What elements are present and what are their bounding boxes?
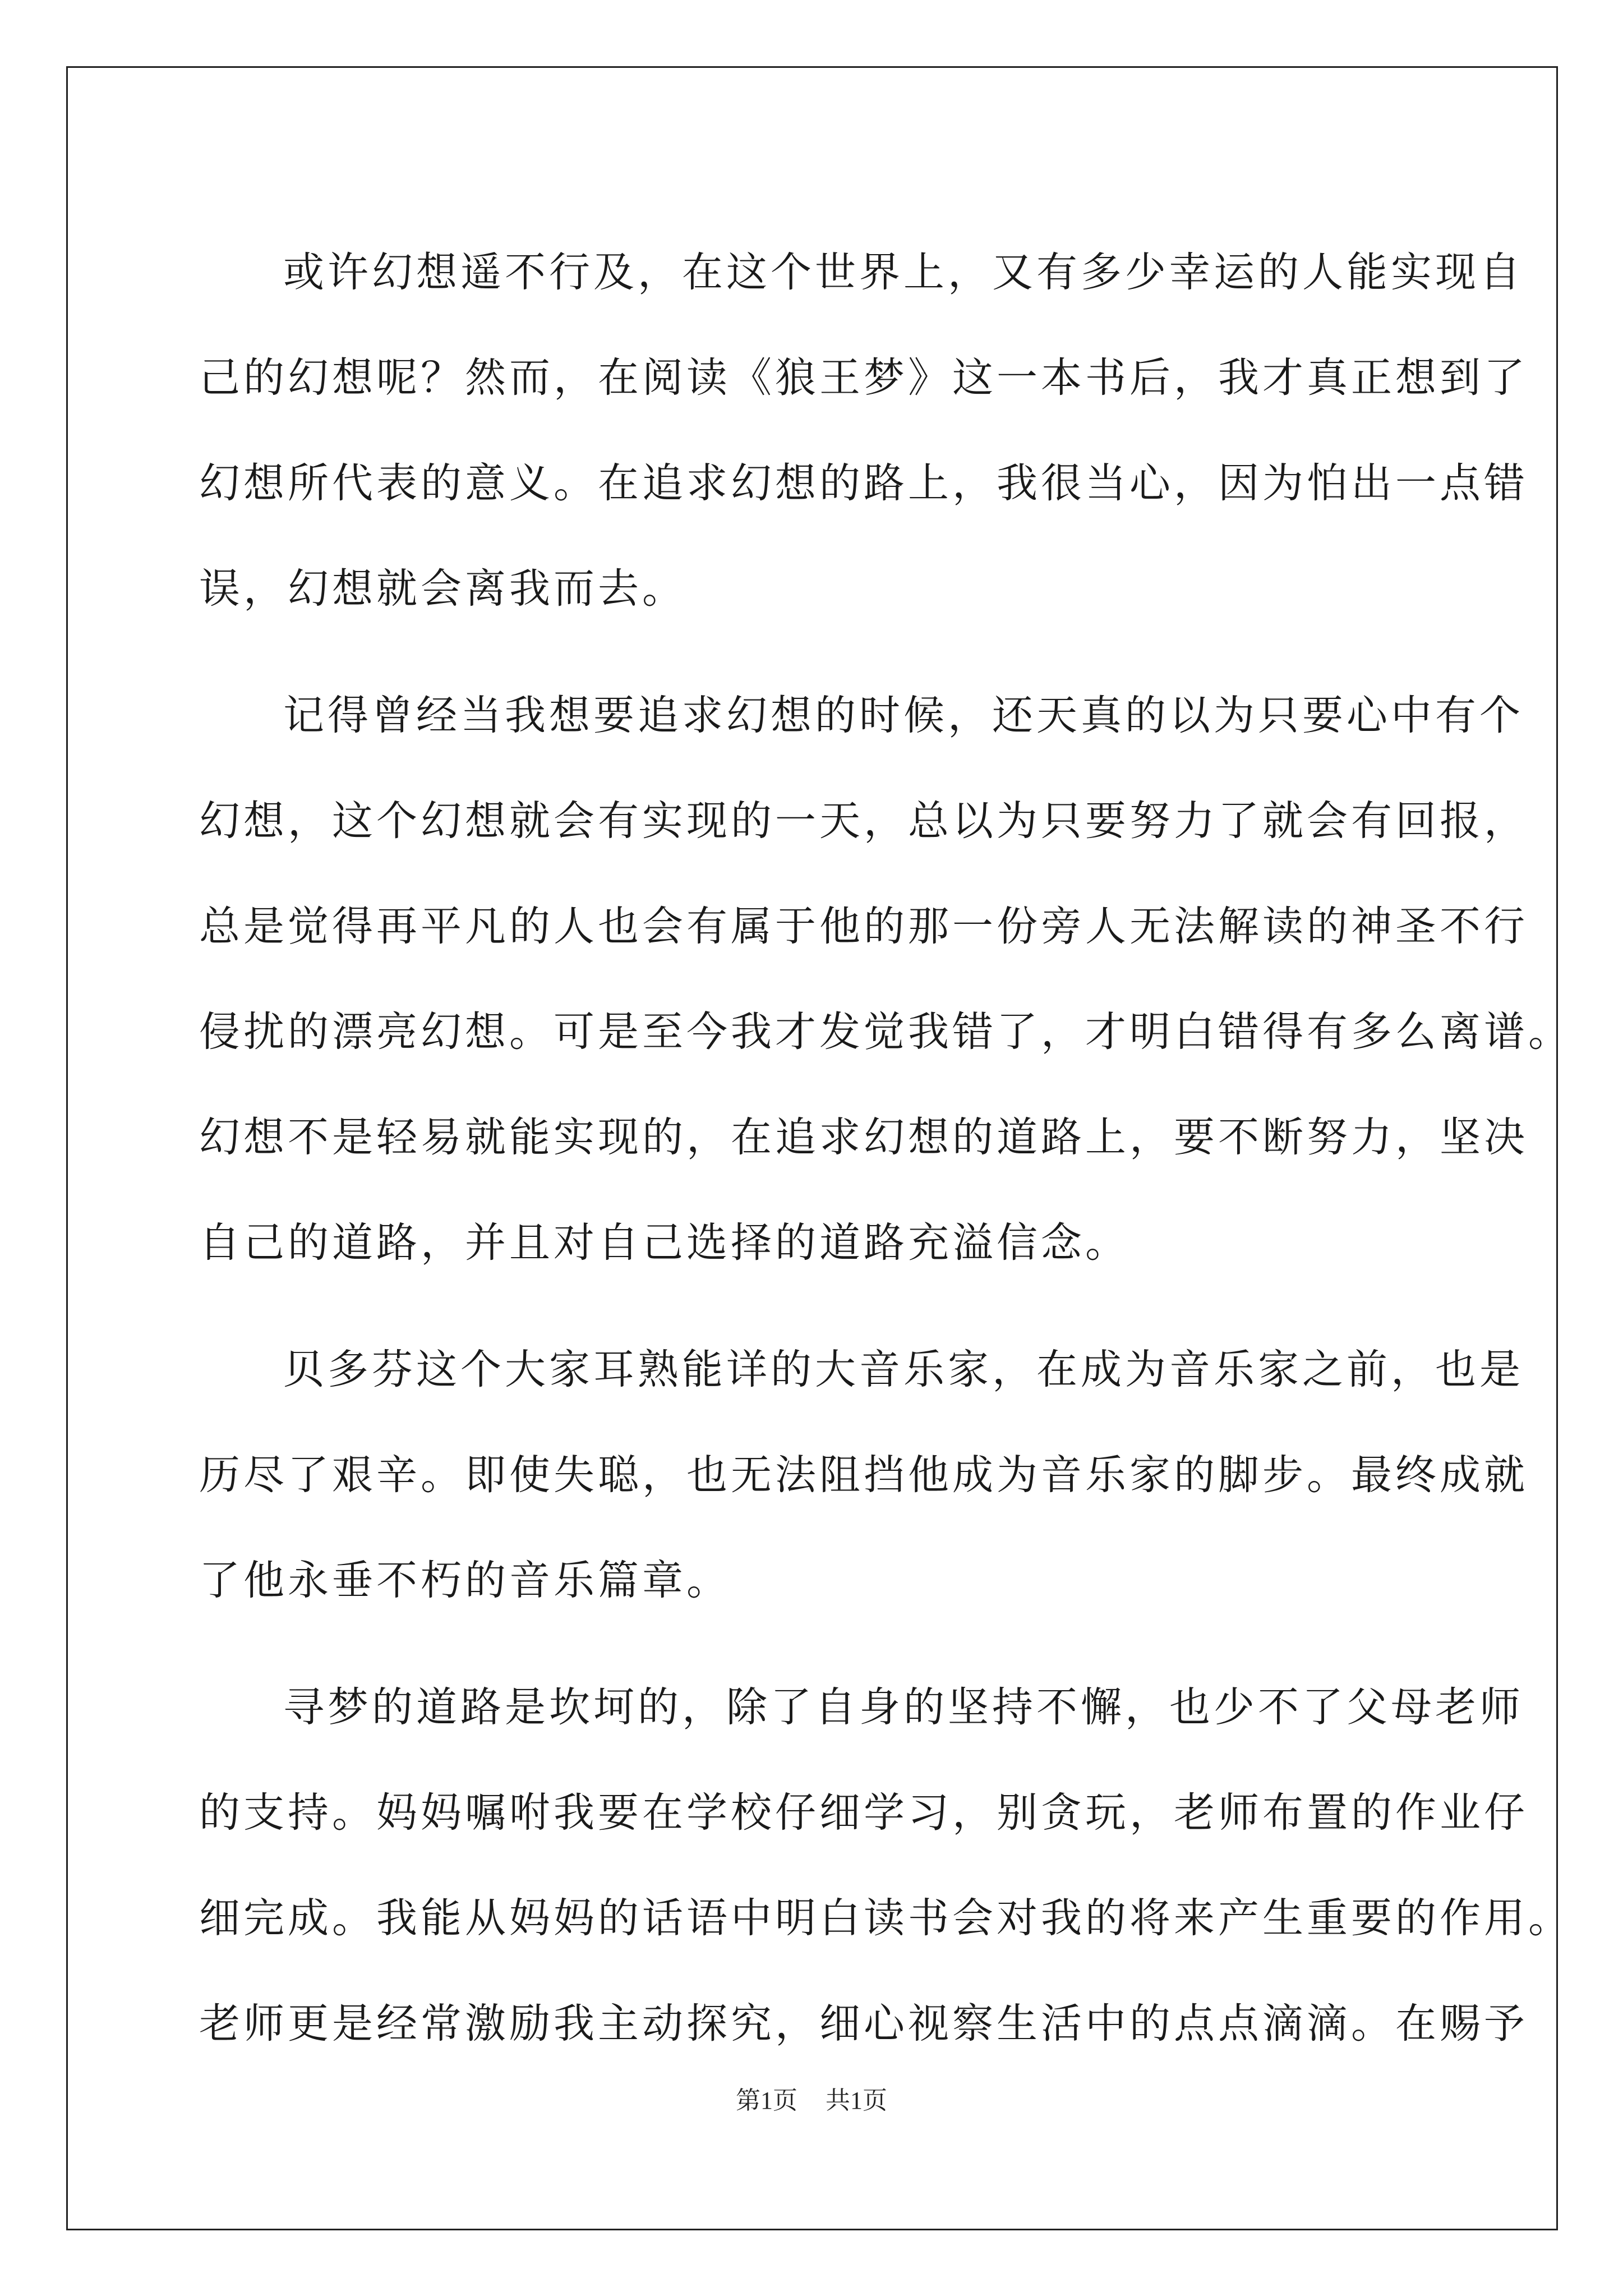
page-total: 共1页 (826, 2087, 887, 2114)
text-line: 细完成。我能从妈妈的话语中明白读书会对我的将来产生重要的作用。 (199, 1894, 1573, 1942)
text-line: 记得曾经当我想要追求幻想的时候，还天真的以为只要心中有个 (283, 692, 1524, 739)
text-line: 幻想，这个幻想就会有实现的一天，总以为只要努力了就会有回报， (199, 797, 1528, 845)
document-body (199, 220, 1573, 2098)
paragraph-2 (199, 663, 1573, 1296)
text-line: 贝多芬这个大家耳熟能详的大音乐家，在成为音乐家之前，也是 (283, 1346, 1524, 1393)
text-line: 己的幻想呢？然而，在阅读《狼王梦》这一本书后，我才真正想到了 (199, 354, 1528, 402)
text-line: 寻梦的道路是坎坷的，除了自身的坚持不懈，也少不了父母老师 (283, 1683, 1524, 1731)
text-line: 总是觉得再平凡的人也会有属于他的那一份旁人无法解读的神圣不行 (199, 903, 1528, 950)
text-line: 侵扰的漂亮幻想。可是至今我才发觉我错了，才明白错得有多么离谱。 (199, 1008, 1573, 1056)
text-line: 或许幻想遥不行及，在这个世界上，又有多少幸运的人能实现自 (283, 249, 1524, 296)
text-line: 老师更是经常激励我主动探究，细心视察生活中的点点滴滴。在赐予 (199, 2000, 1528, 2047)
text-line: 误，幻想就会离我而去。 (199, 565, 686, 613)
text-line: 的支持。妈妈嘱咐我要在学校仔细学习，别贪玩，老师布置的作业仔 (199, 1789, 1528, 1837)
page-footer (0, 2084, 1623, 2118)
text-line: 幻想所代表的意义。在追求幻想的路上，我很当心，因为怕出一点错 (199, 459, 1528, 507)
text-line: 自己的道路，并且对自己选择的道路充溢信念。 (199, 1219, 1129, 1267)
paragraph-4 (199, 1655, 1573, 2077)
text-line: 历尽了艰辛。即使失聪，也无法阻挡他成为音乐家的脚步。最终成就 (199, 1451, 1528, 1499)
paragraph-1 (199, 220, 1528, 642)
text-line: 了他永垂不朽的音乐篇章。 (199, 1557, 731, 1604)
page-number: 第1页 (736, 2087, 797, 2114)
paragraph-3 (199, 1317, 1528, 1634)
text-line: 幻想不是轻易就能实现的，在追求幻想的道路上，要不断努力，坚决 (199, 1114, 1528, 1161)
